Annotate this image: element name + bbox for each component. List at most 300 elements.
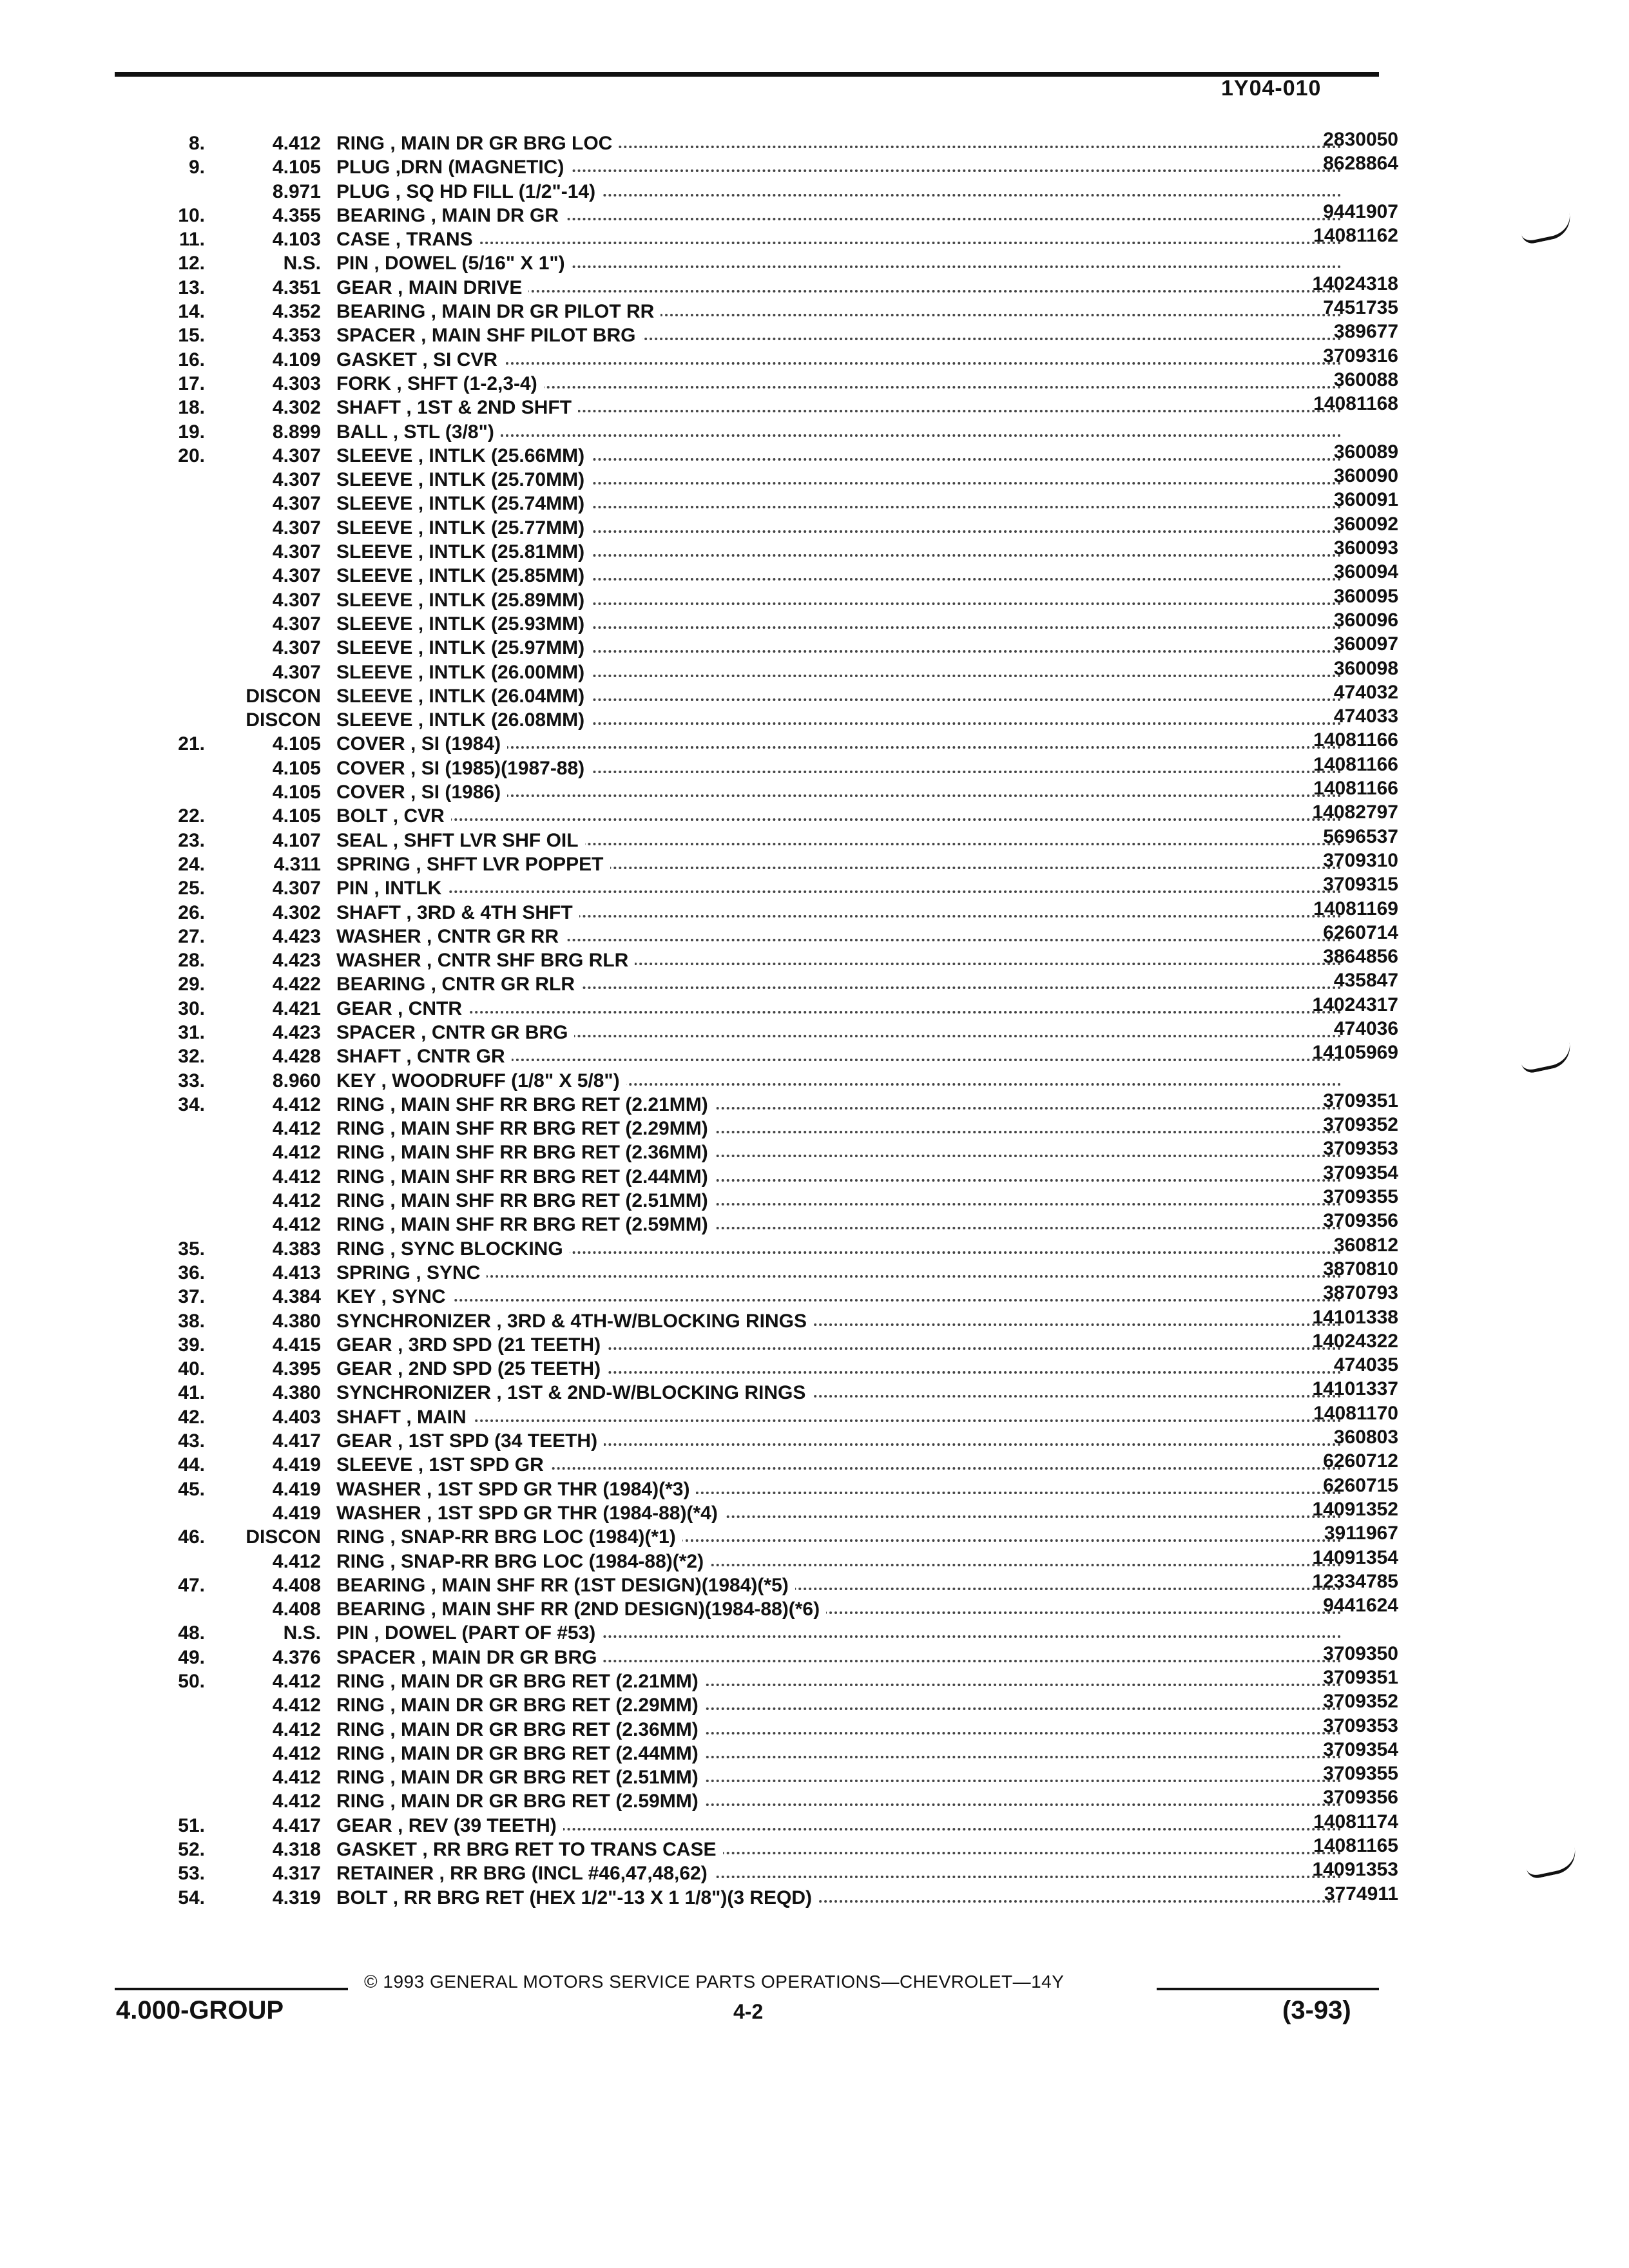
part-name: WASHER	[336, 950, 421, 972]
part-number: 14105969	[1312, 1042, 1398, 1064]
dot-leader	[336, 890, 1342, 893]
part-description	[336, 1742, 1342, 1765]
parts-row	[135, 1789, 1398, 1813]
part-description	[336, 1357, 1342, 1381]
part-number: 6260715	[1323, 1474, 1398, 1496]
part-name: BEARING	[336, 301, 426, 323]
part-spec: , RR BRG RET TO TRANS CASE	[417, 1839, 717, 1861]
item-number: 41.	[178, 1382, 205, 1404]
group-number: 4.103	[272, 229, 321, 251]
part-description	[336, 396, 1342, 419]
group-number: 4.412	[272, 1742, 321, 1764]
part-name: GEAR	[336, 997, 392, 1019]
part-name: BOLT	[336, 805, 388, 827]
part-description	[336, 1646, 1342, 1669]
parts-row	[135, 273, 1398, 300]
part-description	[336, 227, 1342, 251]
part-name: BALL	[336, 421, 388, 443]
part-description	[336, 492, 1342, 515]
part-name: RING	[336, 133, 385, 154]
part-description	[336, 1718, 1342, 1742]
parts-row	[135, 297, 1398, 323]
group-number: 4.417	[272, 1430, 321, 1452]
part-description	[336, 1093, 1342, 1117]
part-description	[336, 1789, 1342, 1813]
part-number: 360089	[1333, 441, 1398, 463]
part-description	[336, 901, 1342, 925]
group-number: 4.307	[272, 613, 321, 635]
part-number: 3709355	[1323, 1763, 1398, 1785]
part-spec: , CNTR GR RLR	[425, 974, 575, 995]
part-spec: , MAIN DR GR BRG RET (2.44MM)	[385, 1742, 699, 1764]
group-number: 4.351	[272, 276, 321, 298]
group-number: 4.422	[272, 974, 321, 995]
part-number: 5696537	[1323, 825, 1398, 847]
part-number: 14081168	[1313, 393, 1398, 415]
part-number: 3864856	[1323, 946, 1398, 968]
part-name: SLEEVE	[336, 493, 413, 515]
parts-row	[135, 1378, 1398, 1405]
part-number: 3709353	[1323, 1715, 1398, 1736]
item-number: 13.	[178, 276, 205, 298]
parts-row	[135, 876, 1398, 900]
part-name: SHAFT	[336, 901, 401, 923]
parts-list	[135, 131, 1398, 1910]
group-number: 4.423	[272, 950, 321, 972]
page-number: 4-2	[733, 2000, 764, 2023]
part-description	[336, 1285, 1342, 1309]
parts-row	[135, 898, 1398, 925]
part-number: 14091354	[1312, 1546, 1398, 1568]
part-spec: , 1ST SPD GR THR (1984)(*3)	[421, 1478, 690, 1500]
parts-row	[135, 753, 1398, 780]
part-spec: , INTLK	[369, 878, 442, 899]
parts-row	[135, 1186, 1398, 1213]
part-spec: , MAIN SHF RR (2ND DESIGN)(1984-88)(*6)	[425, 1599, 820, 1620]
part-spec: , MAIN DR GR BRG RET (2.36MM)	[385, 1718, 699, 1740]
parts-row	[135, 1069, 1398, 1093]
item-number: 44.	[178, 1454, 205, 1476]
part-description	[336, 444, 1342, 468]
group-number: 4.383	[272, 1238, 321, 1260]
part-description	[336, 1333, 1342, 1357]
item-number: 19.	[178, 421, 205, 443]
part-number: 7451735	[1323, 297, 1398, 319]
part-name: RING	[336, 1142, 385, 1164]
item-number: 17.	[178, 372, 205, 394]
part-spec: , 1ST SPD (34 TEETH)	[392, 1430, 598, 1452]
parts-row	[135, 465, 1398, 492]
group-number: 4.412	[272, 1142, 321, 1164]
part-number: 474033	[1333, 706, 1398, 727]
part-number: 9441624	[1323, 1595, 1398, 1617]
parts-row	[135, 345, 1398, 372]
group-number: 4.423	[272, 925, 321, 947]
part-description	[336, 540, 1342, 564]
parts-row	[135, 537, 1398, 564]
part-description	[336, 251, 1342, 275]
part-spec: , INTLK (26.04MM)	[412, 685, 585, 707]
group-number: 4.412	[272, 1695, 321, 1716]
item-number: 10.	[178, 204, 205, 226]
part-name: FORK	[336, 372, 391, 394]
parts-row	[135, 1861, 1398, 1885]
part-name: WASHER	[336, 1478, 421, 1500]
part-number: 3709351	[1323, 1667, 1398, 1688]
part-name: PIN	[336, 253, 369, 274]
group-number: 4.380	[272, 1310, 321, 1332]
part-spec: , SI CVR	[417, 349, 498, 370]
parts-row	[135, 200, 1398, 227]
item-number: 42.	[178, 1406, 205, 1428]
part-number: 3709350	[1323, 1642, 1398, 1664]
parts-row	[135, 708, 1398, 732]
group-number: 4.376	[272, 1646, 321, 1668]
part-number: 6260712	[1323, 1450, 1398, 1472]
part-name: WASHER	[336, 925, 421, 947]
group-number: 4.412	[272, 1550, 321, 1572]
part-number: 14081166	[1313, 729, 1398, 751]
part-description	[336, 1237, 1342, 1261]
group-number: 4.307	[272, 493, 321, 515]
group-number: 4.380	[272, 1382, 321, 1404]
item-number: 33.	[178, 1070, 205, 1091]
part-spec: , INTLK (25.81MM)	[412, 541, 585, 563]
copyright: © 1993 GENERAL MOTORS SERVICE PARTS OPERATIONS—CHEVROLET—14Y	[364, 1972, 1065, 1992]
part-number: 3709351	[1323, 1090, 1398, 1111]
parts-row	[135, 1715, 1398, 1742]
part-description	[336, 564, 1342, 588]
part-description	[336, 732, 1342, 756]
part-spec: , MAIN	[401, 1406, 467, 1428]
part-name: PIN	[336, 1622, 369, 1644]
part-description	[336, 1501, 1342, 1525]
group-number: 4.307	[272, 469, 321, 491]
item-number: 18.	[178, 397, 205, 419]
part-number: 3709310	[1323, 849, 1398, 871]
group-number: DISCON	[246, 1526, 321, 1548]
part-name: SLEEVE	[336, 445, 413, 466]
part-number: 360094	[1333, 561, 1398, 583]
group-number: 4.419	[272, 1502, 321, 1524]
part-spec: , SHFT LVR POPPET	[410, 853, 604, 875]
part-name: SLEEVE	[336, 613, 413, 635]
part-number: 3709352	[1323, 1114, 1398, 1136]
item-number: 35.	[178, 1238, 205, 1260]
parts-row	[135, 780, 1398, 804]
part-name: SPRING	[336, 1262, 411, 1283]
group-number: 8.960	[272, 1070, 321, 1091]
item-number: 54.	[178, 1887, 205, 1908]
item-number: 25.	[178, 878, 205, 899]
parts-row	[135, 1669, 1398, 1693]
parts-row	[135, 633, 1398, 660]
parts-row	[135, 1450, 1398, 1477]
item-number: 46.	[178, 1526, 205, 1548]
part-number: 6260714	[1323, 921, 1398, 943]
parts-row	[135, 441, 1398, 468]
item-number: 27.	[178, 925, 205, 947]
part-name: SPACER	[336, 325, 416, 347]
parts-row	[135, 1621, 1398, 1645]
group-number: 4.384	[272, 1286, 321, 1308]
part-spec: , MAIN SHF PILOT BRG	[415, 325, 636, 347]
parts-row	[135, 1017, 1398, 1044]
part-name: KEY	[336, 1286, 376, 1308]
parts-row	[135, 1282, 1398, 1309]
group-number: 4.353	[272, 325, 321, 347]
part-name: SEAL	[336, 829, 388, 851]
part-description	[336, 1814, 1342, 1838]
item-number: 11.	[178, 229, 205, 251]
group-number: 4.307	[272, 589, 321, 611]
parts-row	[135, 1498, 1398, 1525]
group-number: 4.307	[272, 878, 321, 899]
part-description	[336, 829, 1342, 852]
item-number: 47.	[178, 1574, 205, 1596]
parts-row	[135, 994, 1398, 1021]
part-spec: , MAIN SHF RR BRG RET (2.29MM)	[385, 1118, 708, 1140]
part-description	[336, 323, 1342, 347]
part-number: 360093	[1333, 537, 1398, 559]
part-name: SYNCHRONIZER	[336, 1382, 492, 1404]
part-number: 3709356	[1323, 1210, 1398, 1232]
group-number: 4.417	[272, 1814, 321, 1836]
group-number: 4.408	[272, 1599, 321, 1620]
part-number: 3709354	[1323, 1162, 1398, 1184]
item-number: 23.	[178, 829, 205, 851]
part-name: RING	[336, 1190, 385, 1212]
parts-row	[135, 849, 1398, 876]
part-description	[336, 588, 1342, 612]
part-spec: , MAIN SHF RR BRG RET (2.21MM)	[385, 1093, 708, 1115]
part-number: 14081162	[1313, 225, 1398, 247]
group-number: 4.412	[272, 1118, 321, 1140]
part-description	[336, 1309, 1342, 1333]
date-code: (3-93)	[1282, 1996, 1351, 2024]
parts-row	[135, 1044, 1398, 1068]
part-number: 2830050	[1323, 129, 1398, 150]
part-number: 360088	[1333, 369, 1398, 390]
part-name: RING	[336, 1118, 385, 1140]
part-number: 360095	[1333, 585, 1398, 607]
part-spec: , 1ST & 2ND SHFT	[401, 397, 572, 419]
item-number: 51.	[178, 1814, 205, 1836]
part-name: SPACER	[336, 1021, 416, 1043]
part-spec: , STL (3/8")	[387, 421, 494, 443]
part-name: PLUG	[336, 180, 390, 202]
part-number: 3709353	[1323, 1138, 1398, 1160]
parts-row	[135, 1114, 1398, 1140]
part-spec: , 3RD & 4TH SHFT	[401, 901, 573, 923]
part-description	[336, 516, 1342, 540]
item-number: 22.	[178, 805, 205, 827]
part-spec: , MAIN DR GR	[425, 204, 559, 226]
part-spec: , 1ST SPD GR	[412, 1454, 544, 1476]
item-number: 50.	[178, 1671, 205, 1692]
part-description	[336, 1861, 1342, 1885]
group-number: 4.318	[272, 1839, 321, 1861]
part-name: BEARING	[336, 974, 426, 995]
part-name: RING	[336, 1695, 385, 1716]
parts-row	[135, 1354, 1398, 1381]
part-spec: , MAIN DR GR BRG RET (2.21MM)	[385, 1671, 699, 1692]
part-spec: , MAIN DRIVE	[392, 276, 523, 298]
item-number: 36.	[178, 1262, 205, 1283]
item-number: 26.	[178, 901, 205, 923]
parts-row	[135, 825, 1398, 852]
part-spec: , DOWEL (5/16" X 1")	[369, 253, 565, 274]
parts-row	[135, 1525, 1398, 1549]
part-description	[336, 348, 1342, 372]
part-number: 14081166	[1313, 753, 1398, 775]
part-description	[336, 972, 1342, 996]
group-number: 4.105	[272, 757, 321, 779]
part-number: 3709352	[1323, 1691, 1398, 1713]
part-spec: , 2ND SPD (25 TEETH)	[392, 1358, 601, 1380]
parts-row	[135, 804, 1398, 828]
part-name: CASE	[336, 229, 390, 251]
part-number: 360097	[1333, 633, 1398, 655]
part-name: COVER	[336, 782, 405, 803]
part-description	[336, 1213, 1342, 1236]
part-number: 3709354	[1323, 1738, 1398, 1760]
group-number: DISCON	[246, 709, 321, 731]
parts-row	[135, 1883, 1398, 1910]
item-number: 34.	[178, 1093, 205, 1115]
group-number: 4.105	[272, 782, 321, 803]
item-number: 49.	[178, 1646, 205, 1668]
part-spec: , SHFT (1-2,3-4)	[391, 372, 537, 394]
part-description	[336, 948, 1342, 972]
group-number: 4.419	[272, 1454, 321, 1476]
group-number: 4.311	[273, 853, 321, 875]
part-spec: , 1ST SPD GR THR (1984-88)(*4)	[421, 1502, 718, 1524]
part-description	[336, 1381, 1342, 1405]
part-name: BEARING	[336, 204, 426, 226]
group-number: 8.971	[272, 180, 321, 202]
part-number: 14081174	[1313, 1811, 1398, 1832]
part-name: SLEEVE	[336, 565, 413, 587]
part-name: COVER	[336, 757, 405, 779]
part-number: 3709316	[1323, 345, 1398, 367]
part-name: GEAR	[336, 1814, 392, 1836]
item-number: 38.	[178, 1310, 205, 1332]
dot-leader	[336, 818, 1342, 821]
part-name: KEY	[336, 1070, 376, 1091]
part-description	[336, 1069, 1342, 1093]
item-number: 31.	[178, 1021, 205, 1043]
part-description	[336, 876, 1342, 900]
part-description	[336, 852, 1342, 876]
part-spec: , INTLK (25.70MM)	[412, 469, 585, 491]
group-number: 4.302	[272, 397, 321, 419]
part-description	[336, 1621, 1342, 1645]
part-spec: , RR BRG RET (HEX 1/2"-13 X 1 1/8")(3 REQD)	[387, 1887, 813, 1908]
parts-row	[135, 1570, 1398, 1597]
part-number: 3911967	[1324, 1523, 1398, 1544]
parts-row	[135, 1140, 1398, 1164]
group-number: 4.355	[272, 204, 321, 226]
part-spec: , SQ HD FILL (1/2"-14)	[390, 180, 596, 202]
group-number: 4.307	[272, 445, 321, 466]
parts-row	[135, 1474, 1398, 1501]
part-spec: , MAIN DR GR BRG	[415, 1646, 597, 1668]
part-spec: , MAIN DR GR BRG LOC	[385, 133, 613, 154]
item-number: 30.	[178, 997, 205, 1019]
dot-leader	[336, 1275, 1342, 1278]
part-description	[336, 1477, 1342, 1501]
part-spec: , SI (1986)	[405, 782, 501, 803]
part-spec: , INTLK (26.08MM)	[412, 709, 585, 731]
item-number: 52.	[178, 1839, 205, 1861]
parts-row	[135, 585, 1398, 612]
part-name: SLEEVE	[336, 709, 413, 731]
item-number: 14.	[178, 301, 205, 323]
item-number: 12.	[178, 253, 205, 274]
part-name: RING	[336, 1767, 385, 1789]
part-name: SLEEVE	[336, 685, 413, 707]
item-number: 15.	[178, 325, 205, 347]
part-name: GEAR	[336, 276, 392, 298]
parts-row	[135, 1811, 1398, 1838]
parts-row	[135, 1597, 1398, 1621]
part-spec: , 3RD SPD (21 TEETH)	[392, 1334, 601, 1356]
part-spec: , MAIN SHF RR BRG RET (2.44MM)	[385, 1166, 708, 1187]
part-name: RING	[336, 1791, 385, 1812]
part-description	[336, 612, 1342, 636]
item-number: 37.	[178, 1286, 205, 1308]
parts-row	[135, 1234, 1398, 1261]
group-number: 4.307	[272, 565, 321, 587]
part-spec: , INTLK (26.00MM)	[412, 661, 585, 683]
group-number: 4.412	[272, 1166, 321, 1187]
part-name: GEAR	[336, 1430, 392, 1452]
part-name: SPACER	[336, 1646, 416, 1668]
part-spec: , MAIN SHF RR (1ST DESIGN)(1984)(*5)	[425, 1574, 789, 1596]
part-name: BEARING	[336, 1599, 426, 1620]
part-spec: , 1ST & 2ND-W/BLOCKING RINGS	[491, 1382, 806, 1404]
parts-row	[135, 1765, 1398, 1789]
parts-row	[135, 489, 1398, 515]
part-name: RING	[336, 1238, 385, 1260]
part-name: GASKET	[336, 349, 418, 370]
group-number: 4.412	[272, 133, 321, 154]
item-number: 53.	[178, 1863, 205, 1885]
part-name: BOLT	[336, 1887, 388, 1908]
part-number: 360091	[1333, 489, 1398, 511]
part-name: SLEEVE	[336, 661, 413, 683]
part-spec: , SHFT LVR SHF OIL	[387, 829, 579, 851]
part-spec: , MAIN SHF RR BRG RET (2.51MM)	[385, 1190, 708, 1212]
item-number: 45.	[178, 1478, 205, 1500]
part-name: RING	[336, 1526, 385, 1548]
group-number: 4.352	[272, 301, 321, 323]
group-number: 4.307	[272, 541, 321, 563]
parts-row	[135, 609, 1398, 636]
dot-leader	[336, 1419, 1342, 1422]
part-name: RING	[336, 1718, 385, 1740]
part-number: 14101338	[1312, 1306, 1398, 1328]
part-description	[336, 1669, 1342, 1693]
part-description	[336, 1165, 1342, 1189]
margin-check-mark	[1524, 1847, 1579, 1880]
part-spec: , MAIN DR GR BRG RET (2.59MM)	[385, 1791, 699, 1812]
part-number: 14091353	[1312, 1859, 1398, 1881]
parts-row	[135, 227, 1398, 251]
part-description	[336, 780, 1342, 804]
part-name: RING	[336, 1166, 385, 1187]
